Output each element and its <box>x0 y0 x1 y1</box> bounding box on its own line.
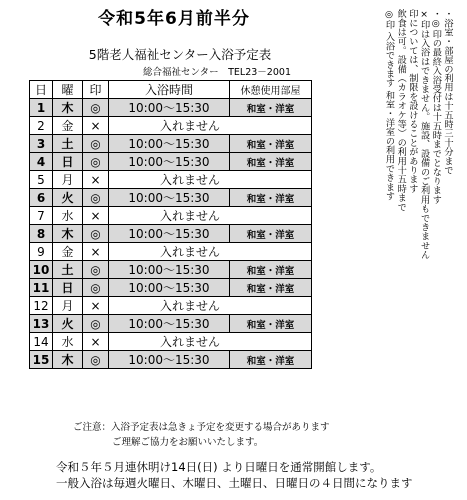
cell-closed: 入れません <box>109 117 312 135</box>
table-row <box>30 171 312 189</box>
cell-weekday: 土 <box>53 261 83 279</box>
cell-mark: × <box>83 207 109 225</box>
footer-line-1: 令和５年５月連休明け14日(日) より日曜日を通常開館します。 <box>56 460 382 474</box>
cell-mark: ◎ <box>83 279 109 297</box>
table-row <box>30 261 312 279</box>
cell-closed: 入れません <box>109 207 312 225</box>
table-row <box>30 207 312 225</box>
cell-mark: × <box>83 117 109 135</box>
cell-day: 5 <box>30 171 53 189</box>
cell-day: 3 <box>30 135 53 153</box>
note-line: ◎印 入浴できます 和室・洋室の利用できます <box>383 9 395 201</box>
table-row <box>30 351 312 369</box>
cell-day: 10 <box>30 261 53 279</box>
cell-weekday: 日 <box>53 153 83 171</box>
cell-weekday: 日 <box>53 279 83 297</box>
table-header-row <box>30 81 312 99</box>
cell-rest-room: 和室・洋室 <box>230 189 312 207</box>
cell-day: 7 <box>30 207 53 225</box>
cell-mark: ◎ <box>83 189 109 207</box>
cell-mark: ◎ <box>83 351 109 369</box>
cell-bath-time: 10:00～15:30 <box>109 261 230 279</box>
cell-bath-time: 10:00～15:30 <box>109 99 230 117</box>
header-rest-room: 休憩使用部屋 <box>230 81 312 99</box>
table-row <box>30 297 312 315</box>
cell-weekday: 木 <box>53 99 83 117</box>
note-line: ×印は入浴はできません。施設、設備のご利用もできません <box>418 9 430 260</box>
cell-rest-room: 和室・洋室 <box>230 135 312 153</box>
cell-weekday: 火 <box>53 189 83 207</box>
table-row <box>30 315 312 333</box>
cell-day: 12 <box>30 297 53 315</box>
cell-mark: ◎ <box>83 99 109 117</box>
cell-weekday: 水 <box>53 207 83 225</box>
cell-mark: ◎ <box>83 135 109 153</box>
cell-closed: 入れません <box>109 243 312 261</box>
cell-rest-room: 和室・洋室 <box>230 153 312 171</box>
cell-day: 6 <box>30 189 53 207</box>
cell-closed: 入れません <box>109 333 312 351</box>
cell-day: 13 <box>30 315 53 333</box>
cell-rest-room: 和室・洋室 <box>230 351 312 369</box>
note-line: 飲食は可。設備（カラオケ等）の利用十五時まで <box>395 9 407 212</box>
cell-mark: ◎ <box>83 225 109 243</box>
cell-mark: × <box>83 243 109 261</box>
cell-rest-room: 和室・洋室 <box>230 315 312 333</box>
cell-rest-room: 和室・洋室 <box>230 225 312 243</box>
cell-mark: ◎ <box>83 153 109 171</box>
footer-line-2: 一般入浴は毎週火曜日、木曜日、土曜日、日曜日の４日間になります <box>56 476 413 490</box>
bath-schedule-table <box>29 80 312 369</box>
cell-rest-room: 和室・洋室 <box>230 279 312 297</box>
cell-weekday: 金 <box>53 243 83 261</box>
cell-mark: × <box>83 333 109 351</box>
header-day: 日 <box>30 81 53 99</box>
table-row <box>30 135 312 153</box>
cell-day: 2 <box>30 117 53 135</box>
cell-closed: 入れません <box>109 297 312 315</box>
cell-bath-time: 10:00～15:30 <box>109 135 230 153</box>
cell-day: 15 <box>30 351 53 369</box>
cell-bath-time: 10:00～15:30 <box>109 225 230 243</box>
cell-weekday: 木 <box>53 225 83 243</box>
cell-mark: × <box>83 171 109 189</box>
cell-bath-time: 10:00～15:30 <box>109 189 230 207</box>
schedule-subtitle: 5階老人福祉センター入浴予定表 <box>88 47 272 62</box>
table-row <box>30 189 312 207</box>
table-row <box>30 243 312 261</box>
cell-bath-time: 10:00～15:30 <box>109 279 230 297</box>
cell-mark: × <box>83 297 109 315</box>
caution-line-1: ご注意：入浴予定表は急きょ予定を変更する場合があります <box>73 422 330 433</box>
table-row <box>30 153 312 171</box>
cell-weekday: 水 <box>53 333 83 351</box>
header-weekday: 曜 <box>53 81 83 99</box>
page-title: 令和5年6月前半分 <box>98 9 250 29</box>
header-bath-time: 入浴時間 <box>109 81 230 99</box>
cell-day: 4 <box>30 153 53 171</box>
usage-notes <box>383 9 453 299</box>
cell-bath-time: 10:00～15:30 <box>109 153 230 171</box>
table-row <box>30 333 312 351</box>
table-row <box>30 279 312 297</box>
schedule-body <box>30 99 312 369</box>
cell-weekday: 木 <box>53 351 83 369</box>
cell-rest-room: 和室・洋室 <box>230 261 312 279</box>
cell-day: 11 <box>30 279 53 297</box>
cell-mark: ◎ <box>83 315 109 333</box>
cell-rest-room: 和室・洋室 <box>230 99 312 117</box>
cell-weekday: 金 <box>53 117 83 135</box>
cell-day: 9 <box>30 243 53 261</box>
cell-weekday: 土 <box>53 135 83 153</box>
note-line: 印については、制限を設けることがあります <box>406 9 418 193</box>
cell-day: 14 <box>30 333 53 351</box>
header-mark: 印 <box>83 81 109 99</box>
cell-day: 8 <box>30 225 53 243</box>
cell-bath-time: 10:00～15:30 <box>109 315 230 333</box>
caution-line-2: ご理解ご協力をお願いいたします。 <box>112 437 264 448</box>
cell-weekday: 火 <box>53 315 83 333</box>
table-row <box>30 99 312 117</box>
note-line: ・◎印の最終入浴受付は十五時までとなります <box>430 9 442 204</box>
cell-closed: 入れません <box>109 171 312 189</box>
cell-weekday: 月 <box>53 171 83 189</box>
cell-day: 1 <box>30 99 53 117</box>
table-row <box>30 225 312 243</box>
cell-weekday: 月 <box>53 297 83 315</box>
org-contact: 総合福祉センター TEL23－2001 <box>143 67 291 78</box>
table-row <box>30 117 312 135</box>
cell-mark: ◎ <box>83 261 109 279</box>
note-line: ・浴室・部屋の利用は十五時三十分まで <box>442 9 453 175</box>
cell-bath-time: 10:00～15:30 <box>109 351 230 369</box>
